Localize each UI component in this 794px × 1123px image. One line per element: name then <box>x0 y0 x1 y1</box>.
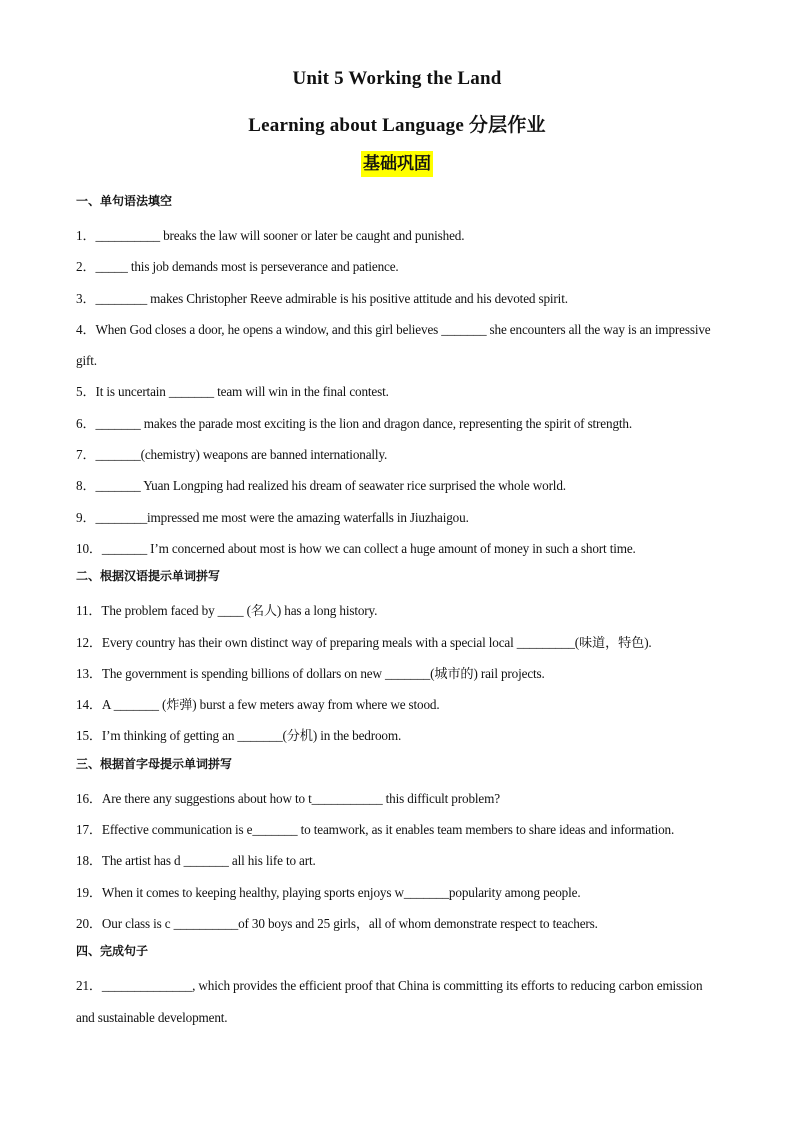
level-label-wrap <box>0 151 794 177</box>
question-1: 1．__________ breaks the law will sooner or later be caught and punished. <box>76 228 465 243</box>
question-6: 6．_______ makes the parade most exciting is the lion and dragon dance, representing the spirit of strength. <box>76 415 632 431</box>
question-2: 2．_____ this job demands most is perseverance and patience. <box>76 259 399 275</box>
question-7: 7．_______(chemistry) weapons are banned internationally. <box>76 447 388 463</box>
question-9: 9．________impressed me most were the amazing waterfalls in Jiuzhaigou. <box>76 509 469 525</box>
question-11: 11．The problem faced by ____ (名人) has a long history. <box>76 603 378 619</box>
question-14: 14．A _______ (炸弹) burst a few meters away from where we stood. <box>76 697 440 713</box>
question-15: 15．I’m thinking of getting an _______(分机) in the bedroom. <box>76 728 402 744</box>
section-heading-complete-sentences: 四、完成句子 <box>76 944 149 959</box>
question-13: 13．The government is spending billions of dollars on new _______(城市的) rail projects. <box>76 665 545 681</box>
question-5: 5．It is uncertain _______ team will win in the final contest. <box>76 384 389 400</box>
section-heading-chinese-hint: 二、根据汉语提示单词拼写 <box>76 569 221 584</box>
level-label-highlight: 基础巩固 <box>361 151 433 177</box>
section-heading-grammar-fill: 一、单句语法填空 <box>76 194 173 208</box>
lesson-title: Learning about Language 分层作业 <box>248 115 546 136</box>
question-21: 21．______________, which provides the efficient proof that China is committing its efforts to reducing carbon emission and sustainable development. <box>76 978 703 1025</box>
question-18: 18．The artist has d _______ all his life to art. <box>76 853 316 869</box>
question-19: 19．When it comes to keeping healthy, playing sports enjoys w_______popularity among people. <box>76 884 581 900</box>
section-heading-initial-letter: 三、根据首字母提示单词拼写 <box>76 756 233 771</box>
unit-title: Unit 5 Working the Land <box>292 68 502 89</box>
question-17: 17．Effective communication is e_______ to teamwork, as it enables team members to share ideas and information. <box>76 822 675 838</box>
question-16: 16．Are there any suggestions about how to t___________ this difficult problem? <box>76 790 500 806</box>
question-10: 10．_______ I’m concerned about most is how we can collect a huge amount of money in such a short time. <box>76 540 636 556</box>
question-3: 3．________ makes Christopher Reeve admirable is his positive attitude and his devoted spirit. <box>76 290 568 306</box>
question-8: 8．_______ Yuan Longping had realized his dream of seawater rice surprised the whole world. <box>76 478 566 494</box>
question-4: 4．When God closes a door, he opens a window, and this girl believes _______ she encounters all the way is an impressive gift. <box>76 321 711 369</box>
exercise-content <box>76 189 716 1033</box>
question-20: 20．Our class is c __________of 30 boys and 25 girls，all of whom demonstrate respect to teachers. <box>76 915 598 931</box>
question-12: 12．Every country has their own distinct way of preparing meals with a special local _________(味道，特色). <box>76 634 652 650</box>
